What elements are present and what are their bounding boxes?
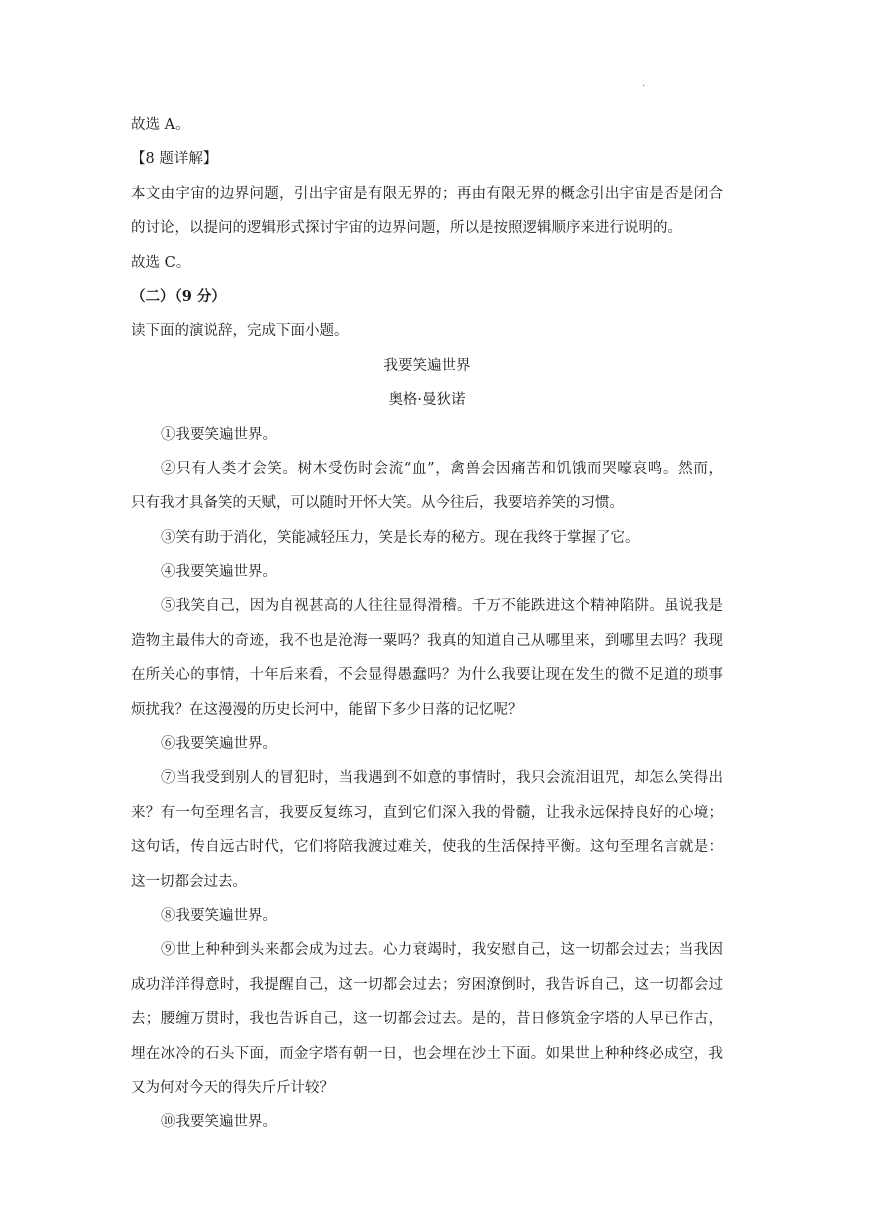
- text-line: 的讨论，以提问的逻辑形式探讨宇宙的边界问题，所以是按照逻辑顺序来进行说明的。: [131, 220, 682, 237]
- text-line: 成功洋洋得意时，我提醒自己，这一切都会过去；穷困潦倒时，我告诉自己，这一切都会过: [131, 976, 723, 993]
- text-line: 造物主最伟大的奇迹，我不也是沧海一粟吗？我真的知道自己从哪里来，到哪里去吗？我现: [131, 632, 723, 649]
- text-line: ⑤我笑自己，因为自视甚高的人往往显得滑稽。千万不能跌进这个精神陷阱。虽说我是: [161, 598, 723, 615]
- speech-title: 我要笑遍世界: [383, 357, 471, 374]
- text-line: 故选 A。: [131, 117, 190, 133]
- text-line: ②只有人类才会笑。树木受伤时会流“血”，禽兽会因痛苦和饥饿而哭嚎哀鸣。然而，: [161, 460, 723, 477]
- section-heading: （二）（9 分）: [131, 287, 226, 305]
- text-line: 【8 题详解】: [131, 151, 218, 168]
- text-line: 这一切都会过去。: [131, 873, 247, 890]
- text-line: ⑨世上种种到头来都会成为过去。心力衰竭时，我安慰自己，这一切都会过去；当我因: [161, 942, 723, 959]
- speech-author: 奥格·曼狄诺: [388, 392, 466, 409]
- corner-mark: ·: [642, 81, 646, 92]
- text-line: 这句话，传自远古时代，它们将陪我渡过难关，使我的生活保持平衡。这句至理名言就是：: [131, 839, 723, 856]
- text-line: 来？有一句至理名言，我要反复练习，直到它们深入我的骨髓，让我永远保持良好的心境；: [131, 804, 723, 821]
- text-line: ⑧我要笑遍世界。: [161, 907, 277, 924]
- text-line: ①我要笑遍世界。: [161, 426, 277, 443]
- text-line: 去；腰缠万贯时，我也告诉自己，这一切都会过去。是的，昔日修筑金字塔的人早已作古，: [131, 1011, 723, 1028]
- text-line: ③笑有助于消化，笑能减轻压力，笑是长寿的秘方。现在我终于掌握了它。: [161, 529, 640, 546]
- text-line: 读下面的演说辞，完成下面小题。: [131, 323, 349, 340]
- text-line: 又为何对今天的得失斤斤计较？: [131, 1079, 334, 1096]
- text-line: 在所关心的事情，十年后来看，不会显得愚蠢吗？为什么我要让现在发生的微不足道的琐事: [131, 667, 723, 684]
- text-line: ⑩我要笑遍世界。: [161, 1114, 277, 1131]
- text-line: 故选 C。: [131, 254, 191, 271]
- text-line: 烦扰我？在这漫漫的历史长河中，能留下多少日落的记忆呢？: [131, 701, 523, 718]
- text-line: 埋在冰冷的石头下面，而金字塔有朝一日，也会埋在沙土下面。如果世上种种终必成空，我: [131, 1045, 723, 1062]
- document-body: [131, 108, 723, 1140]
- text-line: ⑥我要笑遍世界。: [161, 736, 277, 753]
- text-line: ④我要笑遍世界。: [161, 564, 277, 581]
- text-line: 本文由宇宙的边界问题，引出宇宙是有限无界的；再由有限无界的概念引出宇宙是否是闭合: [131, 185, 723, 202]
- text-line: 只有我才具备笑的天赋，可以随时开怀大笑。从今往后，我要培养笑的习惯。: [131, 495, 624, 512]
- text-line: ⑦当我受到别人的冒犯时，当我遇到不如意的事情时，我只会流泪诅咒，却怎么笑得出: [161, 770, 723, 787]
